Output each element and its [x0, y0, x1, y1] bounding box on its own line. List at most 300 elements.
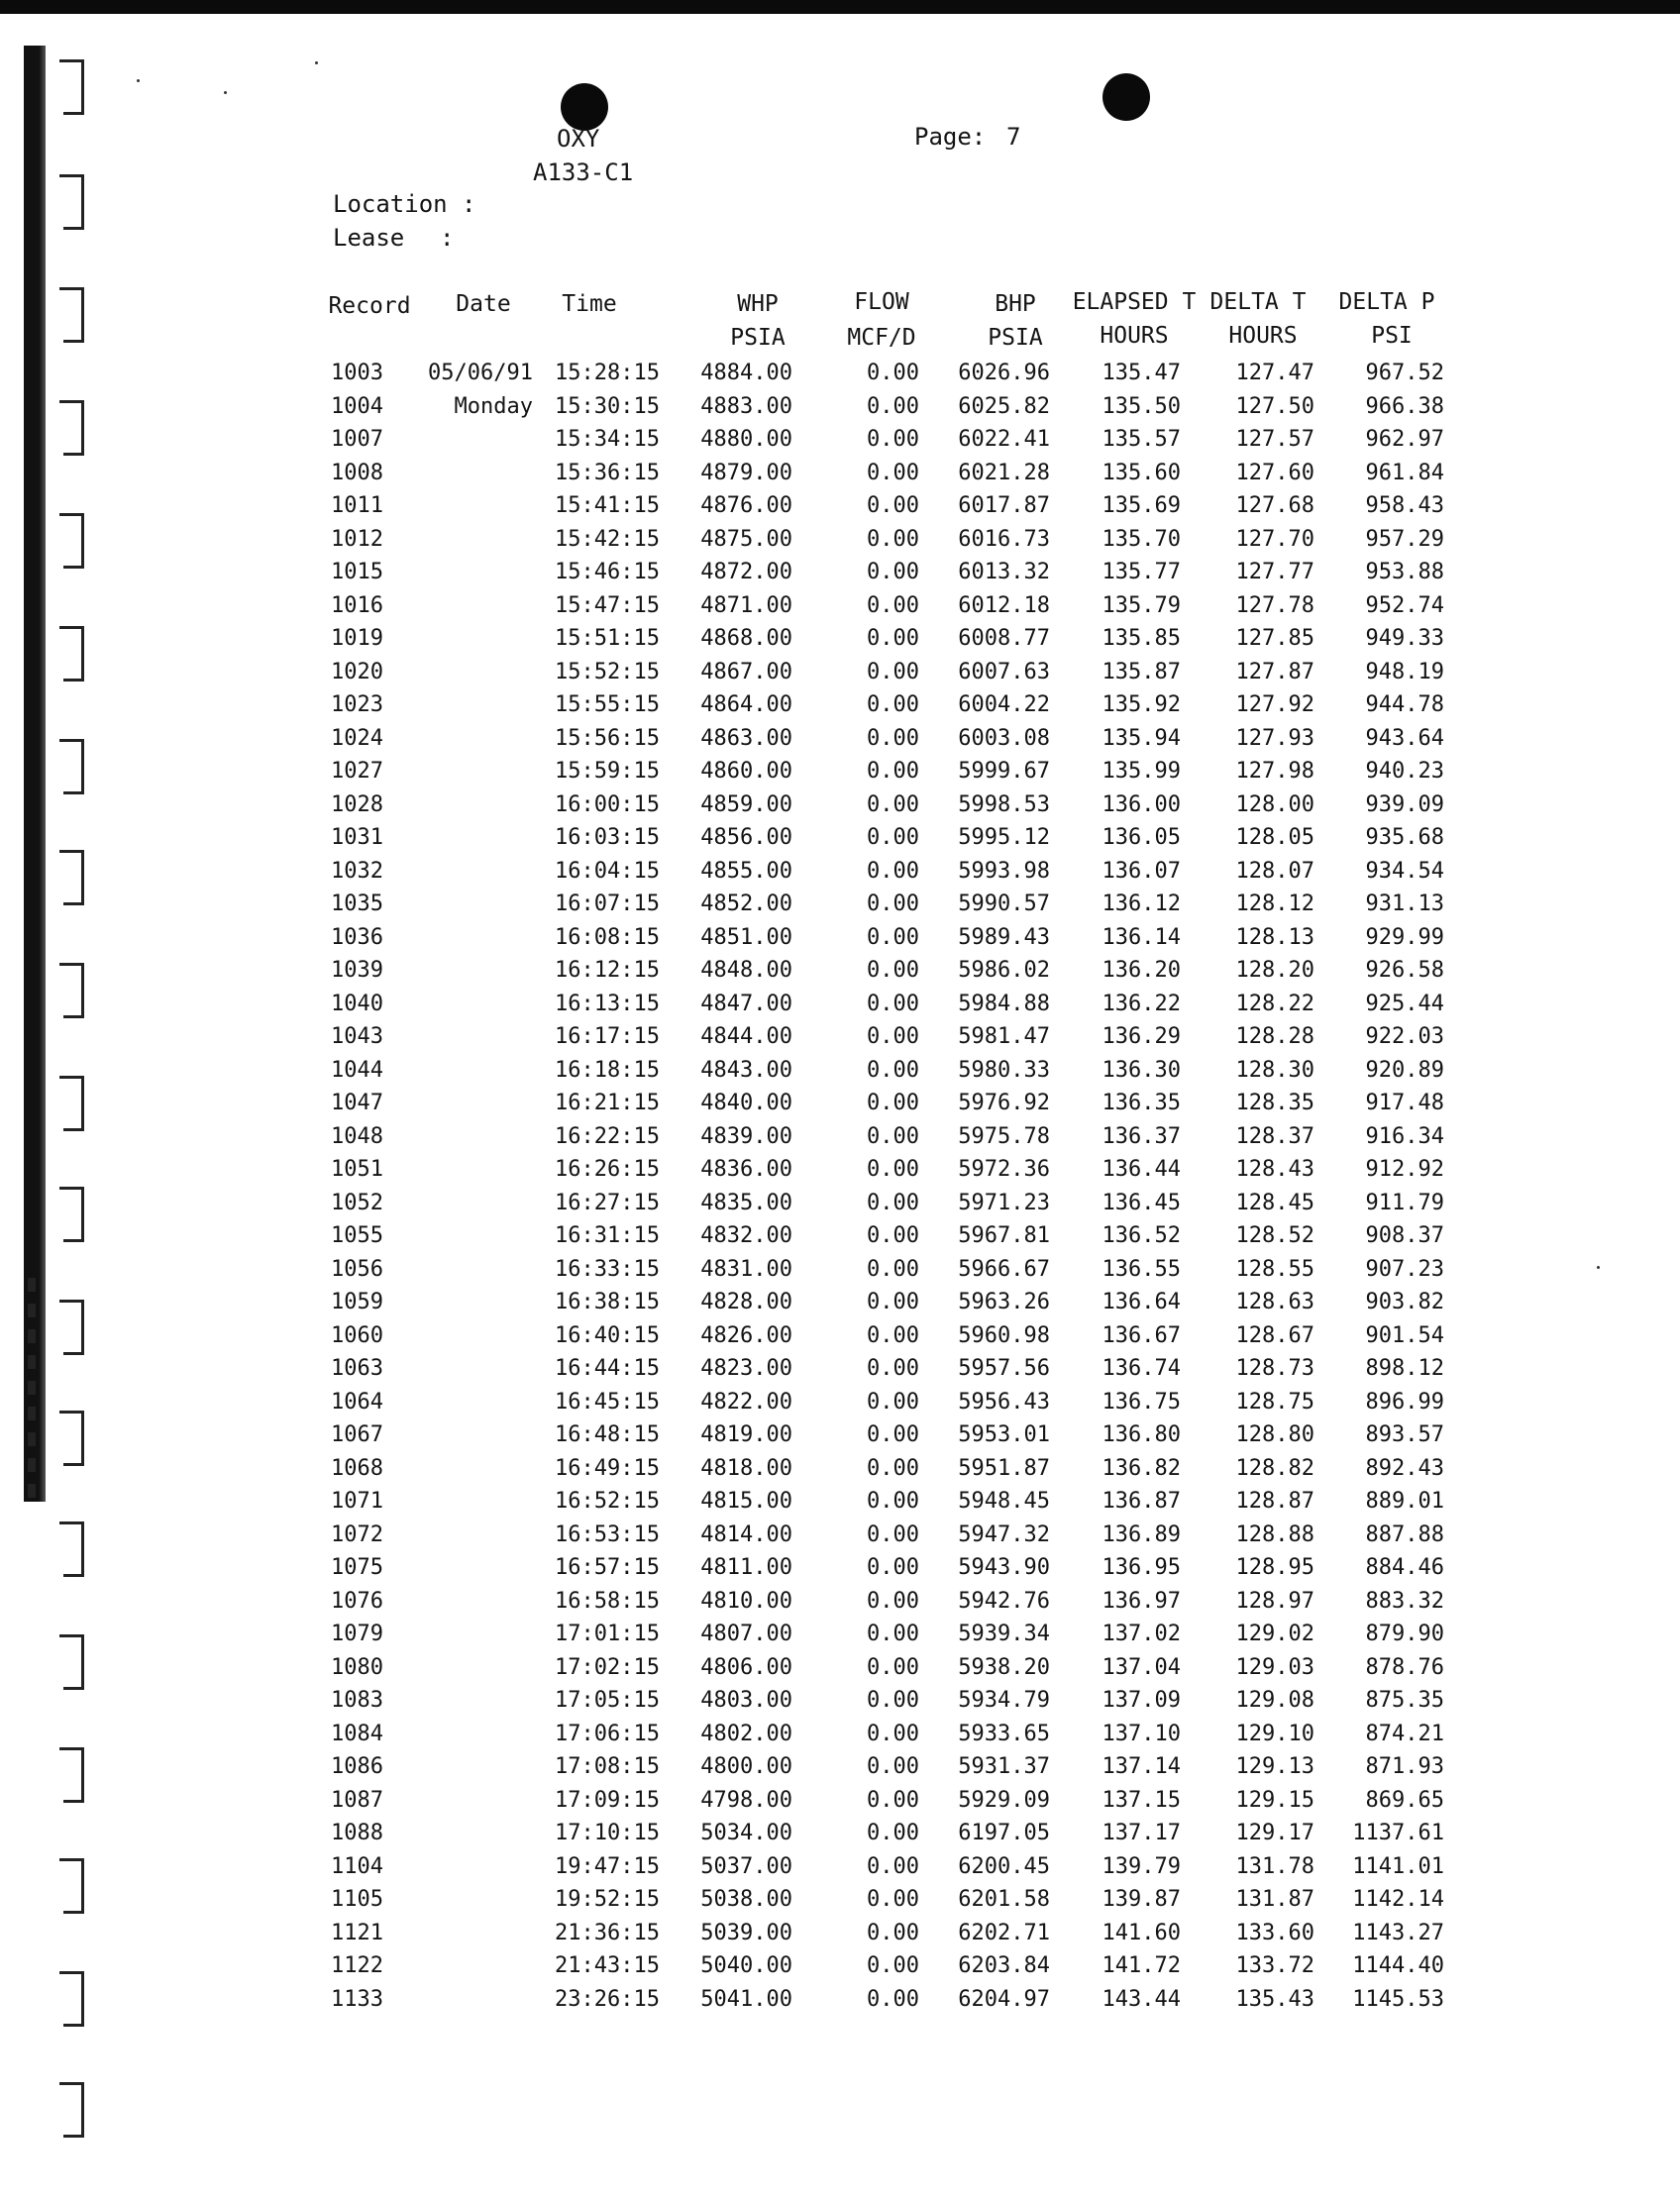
cell-delta-p: 944.78	[1365, 692, 1444, 717]
header-delta-p: DELTA P	[1338, 289, 1435, 315]
cell-date	[424, 1452, 533, 1486]
cell-delta-t: 129.03	[1235, 1654, 1314, 1680]
cell-whp: 4835.00	[700, 1190, 792, 1215]
cell-date	[424, 1054, 533, 1088]
cell-whp: 4814.00	[700, 1521, 792, 1547]
cell-whp: 4864.00	[700, 692, 792, 717]
cell-flow: 0.00	[867, 1887, 919, 1912]
cell-record: 1036	[331, 924, 383, 950]
cell-whp: 4876.00	[700, 493, 792, 518]
binder-ring	[59, 739, 87, 794]
cell-bhp: 5981.47	[958, 1024, 1050, 1049]
cell-record: 1055	[331, 1223, 383, 1248]
cell-time: 16:03:15	[555, 825, 660, 850]
cell-record: 1067	[331, 1422, 383, 1447]
cell-record: 1104	[331, 1853, 383, 1879]
cell-date	[424, 1551, 533, 1585]
cell-flow: 0.00	[867, 659, 919, 684]
cell-date	[424, 855, 533, 889]
cell-delta-t: 133.72	[1235, 1953, 1314, 1978]
cell-delta-p: 949.33	[1365, 626, 1444, 651]
scan-speck	[137, 79, 140, 82]
cell-delta-t: 127.68	[1235, 493, 1314, 518]
cell-bhp: 6022.41	[958, 427, 1050, 452]
cell-record: 1027	[331, 759, 383, 784]
cell-delta-t: 128.22	[1235, 991, 1314, 1016]
cell-time: 15:59:15	[555, 759, 660, 784]
cell-delta-t: 127.85	[1235, 626, 1314, 651]
cell-delta-p: 887.88	[1365, 1521, 1444, 1547]
cell-elapsed: 137.04	[1102, 1654, 1181, 1680]
cell-bhp: 6013.32	[958, 560, 1050, 584]
binder-ring	[59, 174, 87, 230]
cell-record: 1048	[331, 1123, 383, 1149]
cell-flow: 0.00	[867, 1555, 919, 1580]
cell-delta-p: 883.32	[1365, 1588, 1444, 1614]
cell-elapsed: 135.77	[1102, 560, 1181, 584]
cell-record: 1051	[331, 1157, 383, 1182]
cell-elapsed: 136.82	[1102, 1455, 1181, 1481]
cell-flow: 0.00	[867, 592, 919, 618]
cell-bhp: 6017.87	[958, 493, 1050, 518]
cell-date	[424, 523, 533, 557]
cell-delta-p: 931.13	[1365, 891, 1444, 916]
cell-elapsed: 136.95	[1102, 1555, 1181, 1580]
cell-time: 15:55:15	[555, 692, 660, 717]
cell-whp: 5037.00	[700, 1853, 792, 1879]
cell-date	[424, 1187, 533, 1220]
cell-bhp: 5989.43	[958, 924, 1050, 950]
cell-flow: 0.00	[867, 393, 919, 419]
cell-record: 1063	[331, 1356, 383, 1381]
binder-ring	[59, 1747, 87, 1803]
cell-delta-t: 133.60	[1235, 1920, 1314, 1945]
scan-speck	[224, 91, 227, 94]
binder-ring	[59, 1187, 87, 1242]
cell-delta-t: 129.10	[1235, 1721, 1314, 1746]
cell-flow: 0.00	[867, 493, 919, 518]
cell-whp: 4810.00	[700, 1588, 792, 1614]
cell-date	[424, 1817, 533, 1850]
cell-date	[424, 1418, 533, 1452]
cell-time: 15:46:15	[555, 560, 660, 584]
cell-bhp: 5966.67	[958, 1256, 1050, 1282]
cell-flow: 0.00	[867, 958, 919, 983]
header-whp: WHP	[737, 291, 779, 317]
cell-delta-t: 128.12	[1235, 891, 1314, 916]
cell-date	[424, 656, 533, 689]
cell-bhp: 5975.78	[958, 1123, 1050, 1149]
cell-bhp: 6007.63	[958, 659, 1050, 684]
header-flow-unit: MCF/D	[847, 325, 916, 351]
cell-date	[424, 1784, 533, 1818]
cell-elapsed: 136.00	[1102, 791, 1181, 817]
cell-delta-p: 958.43	[1365, 493, 1444, 518]
cell-flow: 0.00	[867, 1986, 919, 2012]
cell-delta-t: 128.37	[1235, 1123, 1314, 1149]
cell-time: 16:57:15	[555, 1555, 660, 1580]
binder-ring	[59, 1411, 87, 1466]
cell-bhp: 6204.97	[958, 1986, 1050, 2012]
cell-bhp: 5976.92	[958, 1091, 1050, 1115]
cell-time: 16:52:15	[555, 1489, 660, 1514]
cell-flow: 0.00	[867, 560, 919, 584]
cell-record: 1064	[331, 1389, 383, 1415]
cell-bhp: 5931.37	[958, 1754, 1050, 1779]
cell-elapsed: 135.50	[1102, 393, 1181, 419]
cell-time: 19:52:15	[555, 1887, 660, 1912]
cell-date	[424, 1352, 533, 1386]
cell-date	[424, 821, 533, 855]
cell-delta-p: 935.68	[1365, 825, 1444, 850]
cell-date	[424, 1949, 533, 1983]
cell-record: 1121	[331, 1920, 383, 1945]
cell-delta-t: 135.43	[1235, 1986, 1314, 2012]
cell-delta-p: 1142.14	[1352, 1887, 1444, 1912]
cell-elapsed: 136.37	[1102, 1123, 1181, 1149]
cell-time: 16:00:15	[555, 791, 660, 817]
cell-date	[424, 1386, 533, 1419]
cell-bhp: 6197.05	[958, 1821, 1050, 1845]
cell-whp: 4836.00	[700, 1157, 792, 1182]
cell-bhp: 6203.84	[958, 1953, 1050, 1978]
cell-delta-t: 128.80	[1235, 1422, 1314, 1447]
cell-date	[424, 1485, 533, 1519]
cell-flow: 0.00	[867, 1422, 919, 1447]
cell-delta-t: 128.20	[1235, 958, 1314, 983]
cell-bhp: 5942.76	[958, 1588, 1050, 1614]
cell-bhp: 6026.96	[958, 361, 1050, 385]
cell-elapsed: 136.20	[1102, 958, 1181, 983]
cell-date	[424, 1120, 533, 1154]
cell-record: 1007	[331, 427, 383, 452]
cell-time: 16:33:15	[555, 1256, 660, 1282]
cell-delta-t: 128.95	[1235, 1555, 1314, 1580]
cell-date	[424, 1983, 533, 2017]
cell-whp: 4828.00	[700, 1290, 792, 1314]
cell-elapsed: 136.74	[1102, 1356, 1181, 1381]
cell-time: 17:05:15	[555, 1688, 660, 1713]
cell-delta-p: 929.99	[1365, 924, 1444, 950]
cell-flow: 0.00	[867, 1853, 919, 1879]
cell-record: 1015	[331, 560, 383, 584]
cell-time: 16:26:15	[555, 1157, 660, 1182]
cell-bhp: 5998.53	[958, 791, 1050, 817]
cell-delta-p: 966.38	[1365, 393, 1444, 419]
binder-ring	[59, 963, 87, 1018]
cell-record: 1122	[331, 1953, 383, 1978]
cell-delta-t: 127.87	[1235, 659, 1314, 684]
cell-flow: 0.00	[867, 1256, 919, 1282]
cell-whp: 4847.00	[700, 991, 792, 1016]
cell-elapsed: 136.45	[1102, 1190, 1181, 1215]
cell-flow: 0.00	[867, 1157, 919, 1182]
cell-elapsed: 135.70	[1102, 526, 1181, 552]
cell-flow: 0.00	[867, 526, 919, 552]
cell-record: 1068	[331, 1455, 383, 1481]
cell-delta-t: 128.00	[1235, 791, 1314, 817]
cell-delta-t: 127.60	[1235, 460, 1314, 485]
cell-delta-p: 911.79	[1365, 1190, 1444, 1215]
cell-record: 1008	[331, 460, 383, 485]
cell-elapsed: 136.07	[1102, 858, 1181, 884]
cell-delta-t: 128.07	[1235, 858, 1314, 884]
cell-delta-p: 875.35	[1365, 1688, 1444, 1713]
cell-date	[424, 1651, 533, 1685]
cell-time: 16:18:15	[555, 1057, 660, 1083]
cell-bhp: 5957.56	[958, 1356, 1050, 1381]
cell-whp: 4826.00	[700, 1322, 792, 1348]
cell-date	[424, 1917, 533, 1950]
cell-time: 16:22:15	[555, 1123, 660, 1149]
cell-date	[424, 1087, 533, 1120]
cell-delta-t: 128.87	[1235, 1489, 1314, 1514]
cell-delta-p: 1145.53	[1352, 1986, 1444, 2012]
cell-bhp: 5929.09	[958, 1787, 1050, 1813]
page-label: Page:	[914, 123, 987, 151]
cell-elapsed: 136.22	[1102, 991, 1181, 1016]
binder-ring	[59, 513, 87, 569]
cell-delta-t: 129.08	[1235, 1688, 1314, 1713]
cell-time: 21:36:15	[555, 1920, 660, 1945]
cell-delta-t: 127.78	[1235, 592, 1314, 618]
cell-flow: 0.00	[867, 1091, 919, 1115]
cell-delta-t: 128.67	[1235, 1322, 1314, 1348]
header-date: Date	[456, 291, 511, 317]
cell-whp: 4855.00	[700, 858, 792, 884]
lease-colon: :	[440, 224, 455, 252]
scan-top-border	[0, 0, 1680, 14]
cell-bhp: 5967.81	[958, 1223, 1050, 1248]
cell-bhp: 6003.08	[958, 725, 1050, 751]
cell-elapsed: 135.69	[1102, 493, 1181, 518]
cell-date	[424, 489, 533, 523]
cell-whp: 4848.00	[700, 958, 792, 983]
cell-elapsed: 135.57	[1102, 427, 1181, 452]
cell-delta-t: 127.57	[1235, 427, 1314, 452]
cell-time: 16:49:15	[555, 1455, 660, 1481]
cell-record: 1071	[331, 1489, 383, 1514]
cell-elapsed: 136.14	[1102, 924, 1181, 950]
cell-time: 16:53:15	[555, 1521, 660, 1547]
cell-delta-t: 129.02	[1235, 1622, 1314, 1646]
cell-delta-p: 884.46	[1365, 1555, 1444, 1580]
cell-record: 1060	[331, 1322, 383, 1348]
cell-record: 1079	[331, 1622, 383, 1646]
cell-delta-t: 128.52	[1235, 1223, 1314, 1248]
cell-date: Monday	[454, 393, 533, 419]
cell-record: 1105	[331, 1887, 383, 1912]
cell-time: 16:48:15	[555, 1422, 660, 1447]
cell-time: 17:08:15	[555, 1754, 660, 1779]
cell-time: 21:43:15	[555, 1953, 660, 1978]
cell-time: 16:38:15	[555, 1290, 660, 1314]
cell-bhp: 5984.88	[958, 991, 1050, 1016]
cell-elapsed: 141.60	[1102, 1920, 1181, 1945]
cell-elapsed: 137.14	[1102, 1754, 1181, 1779]
cell-whp: 5041.00	[700, 1986, 792, 2012]
location-label: Location :	[333, 190, 476, 218]
cell-whp: 4806.00	[700, 1654, 792, 1680]
cell-record: 1011	[331, 493, 383, 518]
cell-record: 1056	[331, 1256, 383, 1282]
cell-delta-p: 879.90	[1365, 1622, 1444, 1646]
cell-flow: 0.00	[867, 1721, 919, 1746]
cell-bhp: 5939.34	[958, 1622, 1050, 1646]
cell-bhp: 5972.36	[958, 1157, 1050, 1182]
cell-date	[424, 788, 533, 822]
cell-record: 1080	[331, 1654, 383, 1680]
cell-delta-t: 129.17	[1235, 1821, 1314, 1845]
cell-date	[424, 1020, 533, 1054]
cell-flow: 0.00	[867, 1654, 919, 1680]
cell-date	[424, 1750, 533, 1784]
cell-flow: 0.00	[867, 1521, 919, 1547]
binder-ring	[59, 287, 87, 343]
cell-elapsed: 139.87	[1102, 1887, 1181, 1912]
cell-delta-p: 874.21	[1365, 1721, 1444, 1746]
cell-delta-p: 869.65	[1365, 1787, 1444, 1813]
cell-elapsed: 135.94	[1102, 725, 1181, 751]
cell-elapsed: 136.12	[1102, 891, 1181, 916]
cell-time: 23:26:15	[555, 1986, 660, 2012]
cell-flow: 0.00	[867, 858, 919, 884]
binding-strip-lower	[28, 1278, 36, 1506]
cell-delta-t: 128.55	[1235, 1256, 1314, 1282]
cell-delta-t: 129.15	[1235, 1787, 1314, 1813]
cell-whp: 5040.00	[700, 1953, 792, 1978]
cell-record: 1075	[331, 1555, 383, 1580]
cell-bhp: 6004.22	[958, 692, 1050, 717]
cell-bhp: 6201.58	[958, 1887, 1050, 1912]
cell-time: 17:02:15	[555, 1654, 660, 1680]
cell-time: 15:28:15	[555, 361, 660, 385]
cell-flow: 0.00	[867, 1787, 919, 1813]
cell-flow: 0.00	[867, 1356, 919, 1381]
cell-delta-p: 896.99	[1365, 1389, 1444, 1415]
cell-delta-t: 127.70	[1235, 526, 1314, 552]
cell-bhp: 5948.45	[958, 1489, 1050, 1514]
binder-ring	[59, 1300, 87, 1355]
header-elapsed-unit: HOURS	[1100, 323, 1169, 349]
cell-delta-p: 961.84	[1365, 460, 1444, 485]
cell-date	[424, 954, 533, 988]
cell-whp: 4822.00	[700, 1389, 792, 1415]
cell-bhp: 5986.02	[958, 958, 1050, 983]
cell-record: 1039	[331, 958, 383, 983]
cell-date	[424, 755, 533, 788]
cell-time: 17:06:15	[555, 1721, 660, 1746]
cell-delta-t: 127.93	[1235, 725, 1314, 751]
cell-record: 1086	[331, 1754, 383, 1779]
cell-time: 15:42:15	[555, 526, 660, 552]
binder-ring	[59, 59, 87, 115]
cell-date	[424, 888, 533, 921]
cell-date	[424, 1519, 533, 1552]
cell-whp: 4883.00	[700, 393, 792, 419]
cell-record: 1043	[331, 1024, 383, 1049]
cell-time: 16:13:15	[555, 991, 660, 1016]
cell-elapsed: 136.05	[1102, 825, 1181, 850]
cell-delta-t: 128.28	[1235, 1024, 1314, 1049]
binder-ring	[59, 850, 87, 905]
cell-bhp: 6012.18	[958, 592, 1050, 618]
cell-delta-t: 127.47	[1235, 361, 1314, 385]
cell-delta-p: 948.19	[1365, 659, 1444, 684]
cell-record: 1040	[331, 991, 383, 1016]
cell-bhp: 5956.43	[958, 1389, 1050, 1415]
cell-delta-p: 934.54	[1365, 858, 1444, 884]
cell-time: 15:41:15	[555, 493, 660, 518]
cell-record: 1044	[331, 1057, 383, 1083]
cell-elapsed: 135.99	[1102, 759, 1181, 784]
cell-whp: 4879.00	[700, 460, 792, 485]
cell-date	[424, 1286, 533, 1319]
cell-flow: 0.00	[867, 1821, 919, 1845]
cell-bhp: 5938.20	[958, 1654, 1050, 1680]
cell-bhp: 6021.28	[958, 460, 1050, 485]
cell-delta-t: 128.63	[1235, 1290, 1314, 1314]
binder-ring	[59, 2082, 87, 2138]
binder-ring	[59, 1634, 87, 1690]
cell-whp: 4868.00	[700, 626, 792, 651]
cell-delta-p: 893.57	[1365, 1422, 1444, 1447]
cell-bhp: 5960.98	[958, 1322, 1050, 1348]
cell-elapsed: 137.15	[1102, 1787, 1181, 1813]
cell-date	[424, 1883, 533, 1917]
header-bhp: BHP	[995, 291, 1036, 317]
cell-delta-p: 920.89	[1365, 1057, 1444, 1083]
cell-delta-t: 131.87	[1235, 1887, 1314, 1912]
cell-whp: 5039.00	[700, 1920, 792, 1945]
cell-date	[424, 921, 533, 955]
cell-whp: 4884.00	[700, 361, 792, 385]
cell-delta-p: 871.93	[1365, 1754, 1444, 1779]
binder-ring	[59, 400, 87, 456]
cell-delta-p: 908.37	[1365, 1223, 1444, 1248]
cell-elapsed: 136.89	[1102, 1521, 1181, 1547]
cell-flow: 0.00	[867, 891, 919, 916]
cell-delta-t: 131.78	[1235, 1853, 1314, 1879]
cell-bhp: 6202.71	[958, 1920, 1050, 1945]
header-whp-unit: PSIA	[730, 325, 786, 351]
cell-flow: 0.00	[867, 725, 919, 751]
cell-delta-t: 128.82	[1235, 1455, 1314, 1481]
cell-time: 16:21:15	[555, 1091, 660, 1115]
cell-delta-t: 128.75	[1235, 1389, 1314, 1415]
cell-whp: 4844.00	[700, 1024, 792, 1049]
cell-whp: 4880.00	[700, 427, 792, 452]
cell-time: 16:40:15	[555, 1322, 660, 1348]
cell-record: 1028	[331, 791, 383, 817]
cell-delta-p: 952.74	[1365, 592, 1444, 618]
cell-delta-t: 128.35	[1235, 1091, 1314, 1115]
cell-flow: 0.00	[867, 791, 919, 817]
cell-delta-t: 127.50	[1235, 393, 1314, 419]
cell-date	[424, 556, 533, 589]
cell-date	[424, 1850, 533, 1884]
cell-flow: 0.00	[867, 991, 919, 1016]
header-delta-p-unit: PSI	[1371, 323, 1413, 349]
cell-flow: 0.00	[867, 1123, 919, 1149]
header-delta-t: DELTA T	[1209, 289, 1307, 315]
cell-delta-t: 128.73	[1235, 1356, 1314, 1381]
cell-whp: 4815.00	[700, 1489, 792, 1514]
cell-whp: 4818.00	[700, 1455, 792, 1481]
cell-flow: 0.00	[867, 1455, 919, 1481]
cell-date	[424, 1618, 533, 1651]
cell-whp: 5038.00	[700, 1887, 792, 1912]
